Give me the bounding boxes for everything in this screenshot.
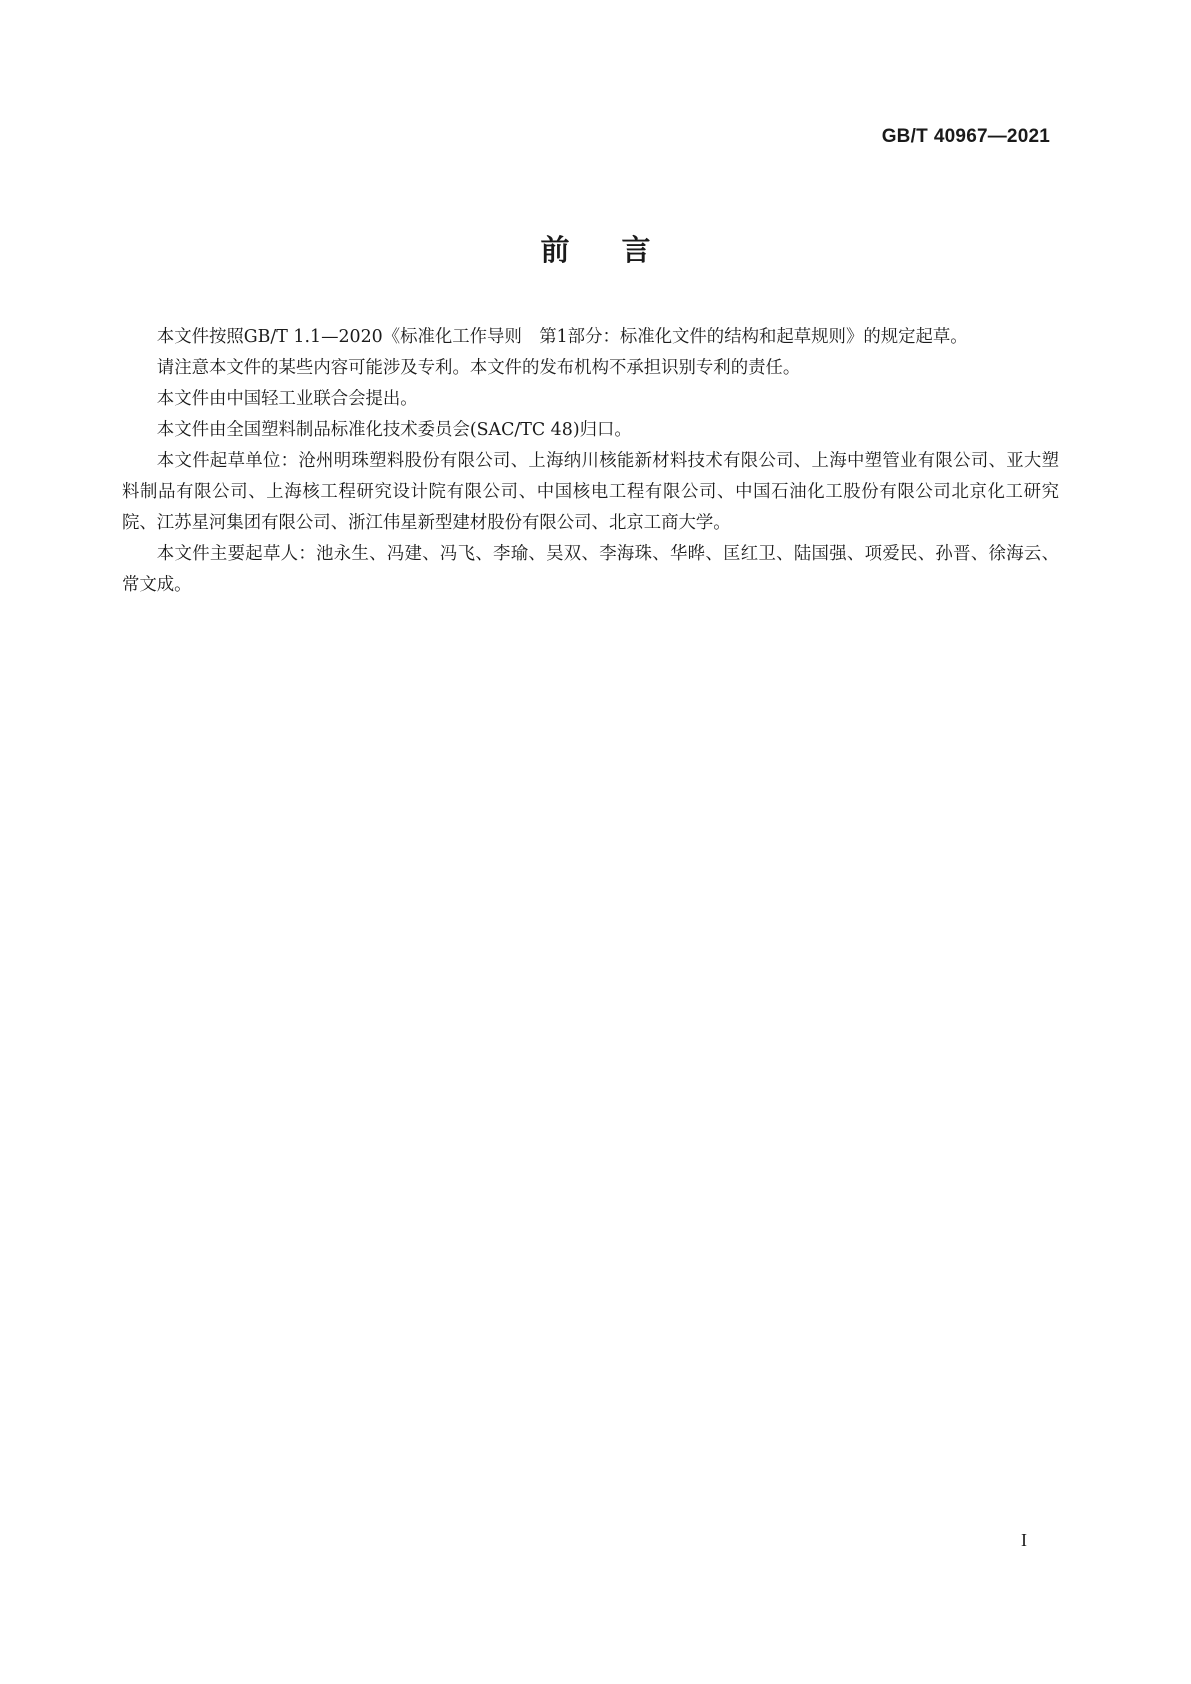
paragraph-technical-committee: 本文件由全国塑料制品标准化技术委员会(SAC/TC 48)归口。 — [156, 420, 632, 440]
standard-number: 40967—2021 — [933, 126, 1050, 147]
standard-prefix: GB/T — [881, 126, 928, 147]
page-number: I — [1021, 1530, 1027, 1550]
title-char-1: 前 — [540, 233, 570, 267]
paragraph-drafters: 本文件主要起草人：池永生、冯建、冯飞、李瑜、吴双、李海珠、华晔、匡红卫、陆国强、项爱民、孙晋、徐海云、常文成。 — [122, 544, 1059, 595]
standard-code — [882, 126, 1050, 148]
page-title — [0, 228, 1191, 269]
paragraph-patent-notice: 请注意本文件的某些内容可能涉及专利。本文件的发布机构不承担识别专利的责任。 — [156, 358, 801, 378]
paragraph-drafting-rules: 本文件按照GB/T 1.1—2020《标准化工作导则 第1部分：标准化文件的结构和起草规则》的规定起草。 — [156, 327, 968, 347]
title-char-2: 言 — [621, 233, 651, 267]
paragraph-proposer: 本文件由中国轻工业联合会提出。 — [156, 389, 418, 409]
foreword-body — [122, 322, 1059, 601]
paragraph-drafting-organizations: 本文件起草单位：沧州明珠塑料股份有限公司、上海纳川核能新材料技术有限公司、上海中塑管业有限公司、亚大塑料制品有限公司、上海核工程研究设计院有限公司、中国核电工程有限公司、中国石油化工股份有限公司北京化工研究院、江苏星河集团有限公司、浙江伟星新型建材股份有限公司、北京工商大学。 — [122, 451, 1059, 533]
